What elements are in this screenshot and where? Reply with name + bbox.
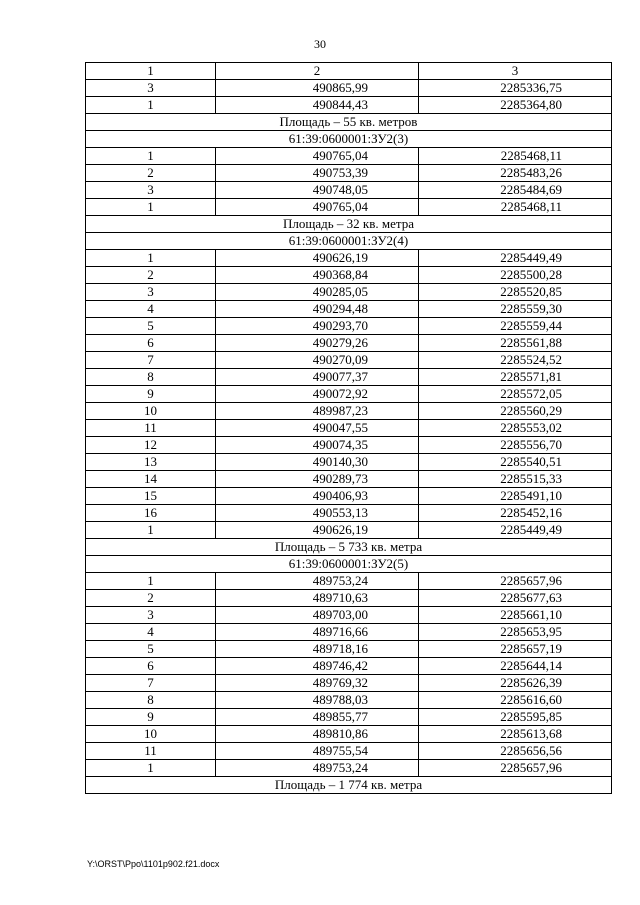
point-number-cell: 1 <box>86 760 216 777</box>
y-coordinate-cell: 2285656,56 <box>419 743 612 760</box>
coordinates-table <box>85 62 612 794</box>
table-row <box>86 573 612 590</box>
x-coordinate-cell: 489788,03 <box>216 692 419 709</box>
x-coordinate-cell: 489718,16 <box>216 641 419 658</box>
point-number-cell: 7 <box>86 675 216 692</box>
point-number-cell: 1 <box>86 199 216 216</box>
point-number-cell: 2 <box>86 590 216 607</box>
table-row <box>86 675 612 692</box>
area-row <box>86 777 612 794</box>
table-row <box>86 607 612 624</box>
page-number: 30 <box>314 37 326 51</box>
table-row <box>86 97 612 114</box>
table-row <box>86 403 612 420</box>
x-coordinate-cell: 490074,35 <box>216 437 419 454</box>
y-coordinate-cell: 2285626,39 <box>419 675 612 692</box>
x-coordinate-cell: 490285,05 <box>216 284 419 301</box>
y-coordinate-cell: 2285500,28 <box>419 267 612 284</box>
x-coordinate-cell: 490279,26 <box>216 335 419 352</box>
table-row <box>86 760 612 777</box>
x-coordinate-cell: 490077,37 <box>216 369 419 386</box>
x-coordinate-cell: 489746,42 <box>216 658 419 675</box>
table-row <box>86 743 612 760</box>
parcel-id-row <box>86 233 612 250</box>
table-row <box>86 250 612 267</box>
table-row <box>86 199 612 216</box>
y-coordinate-cell: 2285661,10 <box>419 607 612 624</box>
point-number-cell: 8 <box>86 369 216 386</box>
point-number-cell: 10 <box>86 726 216 743</box>
table-row <box>86 165 612 182</box>
x-coordinate-cell: 490289,73 <box>216 471 419 488</box>
y-coordinate-cell: 2285572,05 <box>419 386 612 403</box>
x-coordinate-cell: 490748,05 <box>216 182 419 199</box>
area-row <box>86 539 612 556</box>
table-row <box>86 352 612 369</box>
x-coordinate-cell: 490293,70 <box>216 318 419 335</box>
parcel-id-row <box>86 556 612 573</box>
table-row <box>86 182 612 199</box>
point-number-cell: 11 <box>86 420 216 437</box>
x-coordinate-cell: 490753,39 <box>216 165 419 182</box>
point-number-cell: 1 <box>86 97 216 114</box>
header-cell-y: 3 <box>419 63 612 80</box>
x-coordinate-cell: 490294,48 <box>216 301 419 318</box>
point-number-cell: 5 <box>86 318 216 335</box>
table-row <box>86 335 612 352</box>
y-coordinate-cell: 2285515,33 <box>419 471 612 488</box>
area-label: Площадь – 5 733 кв. метра <box>86 539 612 556</box>
footer-file-path: Y:\ORST\Ppo\1101p902.f21.docx <box>87 859 220 869</box>
table-row <box>86 454 612 471</box>
header-cell-point: 1 <box>86 63 216 80</box>
point-number-cell: 5 <box>86 641 216 658</box>
x-coordinate-cell: 489710,63 <box>216 590 419 607</box>
area-label: Площадь – 55 кв. метров <box>86 114 612 131</box>
point-number-cell: 3 <box>86 182 216 199</box>
y-coordinate-cell: 2285483,26 <box>419 165 612 182</box>
y-coordinate-cell: 2285449,49 <box>419 522 612 539</box>
area-label: Площадь – 1 774 кв. метра <box>86 777 612 794</box>
x-coordinate-cell: 490765,04 <box>216 148 419 165</box>
table-row <box>86 488 612 505</box>
x-coordinate-cell: 490406,93 <box>216 488 419 505</box>
table-row <box>86 709 612 726</box>
x-coordinate-cell: 490626,19 <box>216 250 419 267</box>
x-coordinate-cell: 489855,77 <box>216 709 419 726</box>
x-coordinate-cell: 490765,04 <box>216 199 419 216</box>
point-number-cell: 13 <box>86 454 216 471</box>
table-row <box>86 726 612 743</box>
table-row <box>86 641 612 658</box>
table-row <box>86 505 612 522</box>
y-coordinate-cell: 2285468,11 <box>419 199 612 216</box>
y-coordinate-cell: 2285468,11 <box>419 148 612 165</box>
x-coordinate-cell: 490865,99 <box>216 80 419 97</box>
y-coordinate-cell: 2285677,63 <box>419 590 612 607</box>
point-number-cell: 6 <box>86 658 216 675</box>
area-row <box>86 114 612 131</box>
y-coordinate-cell: 2285336,75 <box>419 80 612 97</box>
coordinates-table-body <box>86 63 612 794</box>
y-coordinate-cell: 2285644,14 <box>419 658 612 675</box>
table-row <box>86 658 612 675</box>
x-coordinate-cell: 489987,23 <box>216 403 419 420</box>
y-coordinate-cell: 2285560,29 <box>419 403 612 420</box>
point-number-cell: 1 <box>86 522 216 539</box>
y-coordinate-cell: 2285484,69 <box>419 182 612 199</box>
y-coordinate-cell: 2285561,88 <box>419 335 612 352</box>
table-row <box>86 471 612 488</box>
point-number-cell: 4 <box>86 624 216 641</box>
y-coordinate-cell: 2285657,19 <box>419 641 612 658</box>
y-coordinate-cell: 2285524,52 <box>419 352 612 369</box>
point-number-cell: 3 <box>86 80 216 97</box>
parcel-id: 61:39:0600001:ЗУ2(3) <box>86 131 612 148</box>
x-coordinate-cell: 489755,54 <box>216 743 419 760</box>
table-row <box>86 369 612 386</box>
table-row <box>86 590 612 607</box>
point-number-cell: 6 <box>86 335 216 352</box>
point-number-cell: 12 <box>86 437 216 454</box>
point-number-cell: 7 <box>86 352 216 369</box>
point-number-cell: 10 <box>86 403 216 420</box>
y-coordinate-cell: 2285520,85 <box>419 284 612 301</box>
y-coordinate-cell: 2285559,30 <box>419 301 612 318</box>
y-coordinate-cell: 2285653,95 <box>419 624 612 641</box>
y-coordinate-cell: 2285540,51 <box>419 454 612 471</box>
x-coordinate-cell: 489703,00 <box>216 607 419 624</box>
table-row <box>86 318 612 335</box>
table-row <box>86 624 612 641</box>
point-number-cell: 11 <box>86 743 216 760</box>
parcel-id: 61:39:0600001:ЗУ2(4) <box>86 233 612 250</box>
table-row <box>86 80 612 97</box>
table-row <box>86 420 612 437</box>
x-coordinate-cell: 490844,43 <box>216 97 419 114</box>
table-row <box>86 522 612 539</box>
point-number-cell: 3 <box>86 607 216 624</box>
point-number-cell: 8 <box>86 692 216 709</box>
parcel-id-row <box>86 131 612 148</box>
y-coordinate-cell: 2285556,70 <box>419 437 612 454</box>
header-cell-x: 2 <box>216 63 419 80</box>
y-coordinate-cell: 2285571,81 <box>419 369 612 386</box>
x-coordinate-cell: 489810,86 <box>216 726 419 743</box>
y-coordinate-cell: 2285364,80 <box>419 97 612 114</box>
table-row <box>86 692 612 709</box>
table-header-row <box>86 63 612 80</box>
table-row <box>86 267 612 284</box>
x-coordinate-cell: 490072,92 <box>216 386 419 403</box>
table-row <box>86 386 612 403</box>
y-coordinate-cell: 2285491,10 <box>419 488 612 505</box>
y-coordinate-cell: 2285553,02 <box>419 420 612 437</box>
point-number-cell: 15 <box>86 488 216 505</box>
y-coordinate-cell: 2285616,60 <box>419 692 612 709</box>
point-number-cell: 9 <box>86 386 216 403</box>
x-coordinate-cell: 489716,66 <box>216 624 419 641</box>
x-coordinate-cell: 490553,13 <box>216 505 419 522</box>
x-coordinate-cell: 489753,24 <box>216 760 419 777</box>
point-number-cell: 16 <box>86 505 216 522</box>
point-number-cell: 9 <box>86 709 216 726</box>
point-number-cell: 1 <box>86 573 216 590</box>
x-coordinate-cell: 490368,84 <box>216 267 419 284</box>
y-coordinate-cell: 2285657,96 <box>419 760 612 777</box>
x-coordinate-cell: 490047,55 <box>216 420 419 437</box>
y-coordinate-cell: 2285657,96 <box>419 573 612 590</box>
x-coordinate-cell: 490270,09 <box>216 352 419 369</box>
x-coordinate-cell: 489753,24 <box>216 573 419 590</box>
point-number-cell: 3 <box>86 284 216 301</box>
point-number-cell: 2 <box>86 165 216 182</box>
point-number-cell: 2 <box>86 267 216 284</box>
x-coordinate-cell: 490626,19 <box>216 522 419 539</box>
parcel-id: 61:39:0600001:ЗУ2(5) <box>86 556 612 573</box>
area-row <box>86 216 612 233</box>
y-coordinate-cell: 2285595,85 <box>419 709 612 726</box>
y-coordinate-cell: 2285452,16 <box>419 505 612 522</box>
x-coordinate-cell: 490140,30 <box>216 454 419 471</box>
point-number-cell: 1 <box>86 250 216 267</box>
y-coordinate-cell: 2285613,68 <box>419 726 612 743</box>
point-number-cell: 4 <box>86 301 216 318</box>
point-number-cell: 14 <box>86 471 216 488</box>
area-label: Площадь – 32 кв. метра <box>86 216 612 233</box>
point-number-cell: 1 <box>86 148 216 165</box>
table-row <box>86 301 612 318</box>
x-coordinate-cell: 489769,32 <box>216 675 419 692</box>
y-coordinate-cell: 2285559,44 <box>419 318 612 335</box>
table-row <box>86 437 612 454</box>
y-coordinate-cell: 2285449,49 <box>419 250 612 267</box>
table-row <box>86 284 612 301</box>
table-row <box>86 148 612 165</box>
